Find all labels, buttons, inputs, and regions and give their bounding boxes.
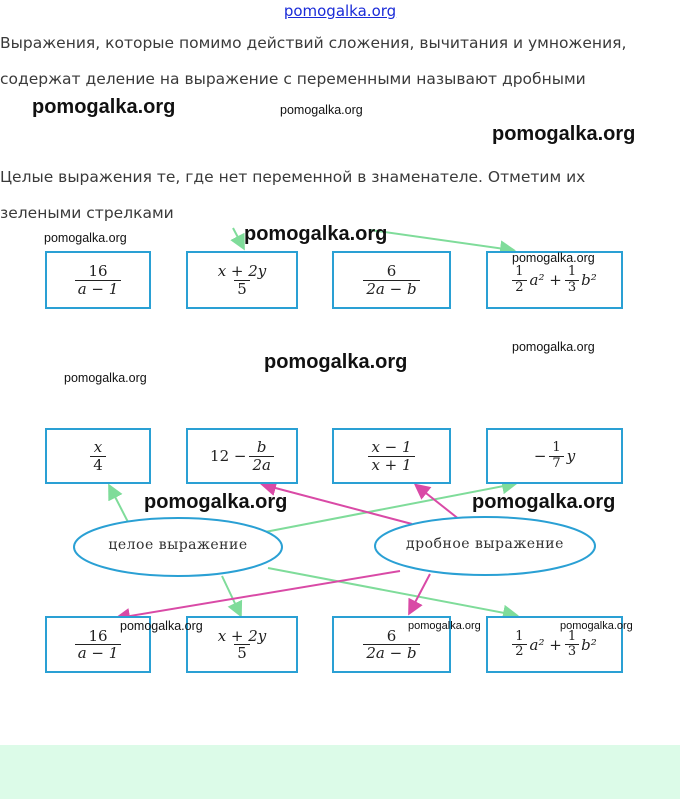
- watermark: pomogalka.org: [244, 223, 388, 245]
- watermark: pomogalka.org: [44, 231, 127, 245]
- green-arrow: [370, 230, 512, 250]
- watermark: pomogalka.org: [32, 96, 176, 118]
- numerator: x: [93, 438, 103, 456]
- term: a² +: [529, 271, 562, 289]
- pink-arrow: [417, 486, 460, 520]
- watermark: pomogalka.org: [64, 371, 147, 385]
- expr-box-row1-2: [186, 251, 298, 309]
- expr-box-row2-3: [332, 428, 451, 484]
- expr-box-row1-1: [45, 251, 151, 309]
- watermark: pomogalka.org: [512, 251, 595, 265]
- denominator: 5: [234, 280, 250, 298]
- watermark: pomogalka.org: [280, 103, 363, 117]
- green-arrow: [110, 487, 128, 522]
- paragraph2-line1: Целые выражения те, где нет переменной в знаменателе. Отметим их: [0, 168, 586, 186]
- watermark: pomogalka.org: [408, 620, 481, 632]
- site-link[interactable]: pomogalka.org: [283, 2, 397, 20]
- denominator: 2a − b: [363, 644, 419, 662]
- denominator: a − 1: [75, 644, 122, 662]
- numerator: b: [256, 438, 267, 456]
- paragraph1-line1: Выражения, которые помимо действий сложения, вычитания и умножения,: [0, 34, 627, 52]
- expr-box-row2-4: [486, 428, 623, 484]
- term: b²: [581, 635, 597, 654]
- denominator: a − 1: [75, 280, 122, 298]
- denominator: 7: [549, 456, 563, 471]
- denominator: 2a − b: [363, 280, 419, 298]
- denominator: 2: [512, 280, 526, 295]
- pink-arrow: [118, 571, 400, 618]
- numerator: 16: [88, 626, 108, 645]
- numerator: 6: [386, 262, 397, 280]
- denominator: 5: [234, 644, 250, 662]
- footer-band: [0, 745, 680, 799]
- expr-box-row1-3: [332, 251, 451, 309]
- watermark: pomogalka.org: [472, 491, 616, 513]
- expr-box-row2-2: [186, 428, 298, 484]
- denominator: 2: [512, 644, 526, 659]
- term: b²: [581, 271, 597, 289]
- numerator: 6: [386, 626, 397, 645]
- term: −: [533, 447, 547, 465]
- numerator: 1: [567, 264, 577, 280]
- numerator: x + 2y: [217, 626, 267, 645]
- whole-expression-label: целое выражение: [108, 537, 248, 553]
- numerator: x + 2y: [217, 262, 267, 280]
- watermark: pomogalka.org: [120, 619, 203, 633]
- green-arrow: [222, 576, 240, 614]
- watermark: pomogalka.org: [144, 491, 288, 513]
- denominator: 3: [565, 280, 579, 295]
- denominator: 2a: [249, 456, 274, 474]
- green-arrow: [233, 228, 243, 247]
- watermark: pomogalka.org: [492, 123, 636, 145]
- watermark: pomogalka.org: [560, 620, 633, 632]
- paragraph2-line2: зелеными стрелками: [0, 204, 174, 222]
- numerator: 1: [552, 440, 561, 456]
- numerator: 16: [88, 262, 108, 280]
- denominator: x + 1: [368, 456, 414, 474]
- numerator: 1: [515, 264, 524, 280]
- fractional-expression-label: дробное выражение: [406, 536, 564, 552]
- term: 12 −: [210, 447, 247, 465]
- pink-arrow: [410, 574, 430, 612]
- watermark: pomogalka.org: [512, 340, 595, 354]
- denominator: 3: [565, 644, 579, 659]
- term: a² +: [529, 635, 562, 654]
- term: y: [566, 447, 576, 465]
- paragraph1-line2: содержат деление на выражение с переменными называют дробными: [0, 70, 586, 88]
- watermark: pomogalka.org: [264, 351, 408, 373]
- numerator: x − 1: [371, 438, 412, 456]
- numerator: 1: [567, 628, 577, 644]
- expr-box-row2-1: [45, 428, 151, 484]
- denominator: 4: [90, 456, 106, 474]
- numerator: 1: [515, 628, 524, 644]
